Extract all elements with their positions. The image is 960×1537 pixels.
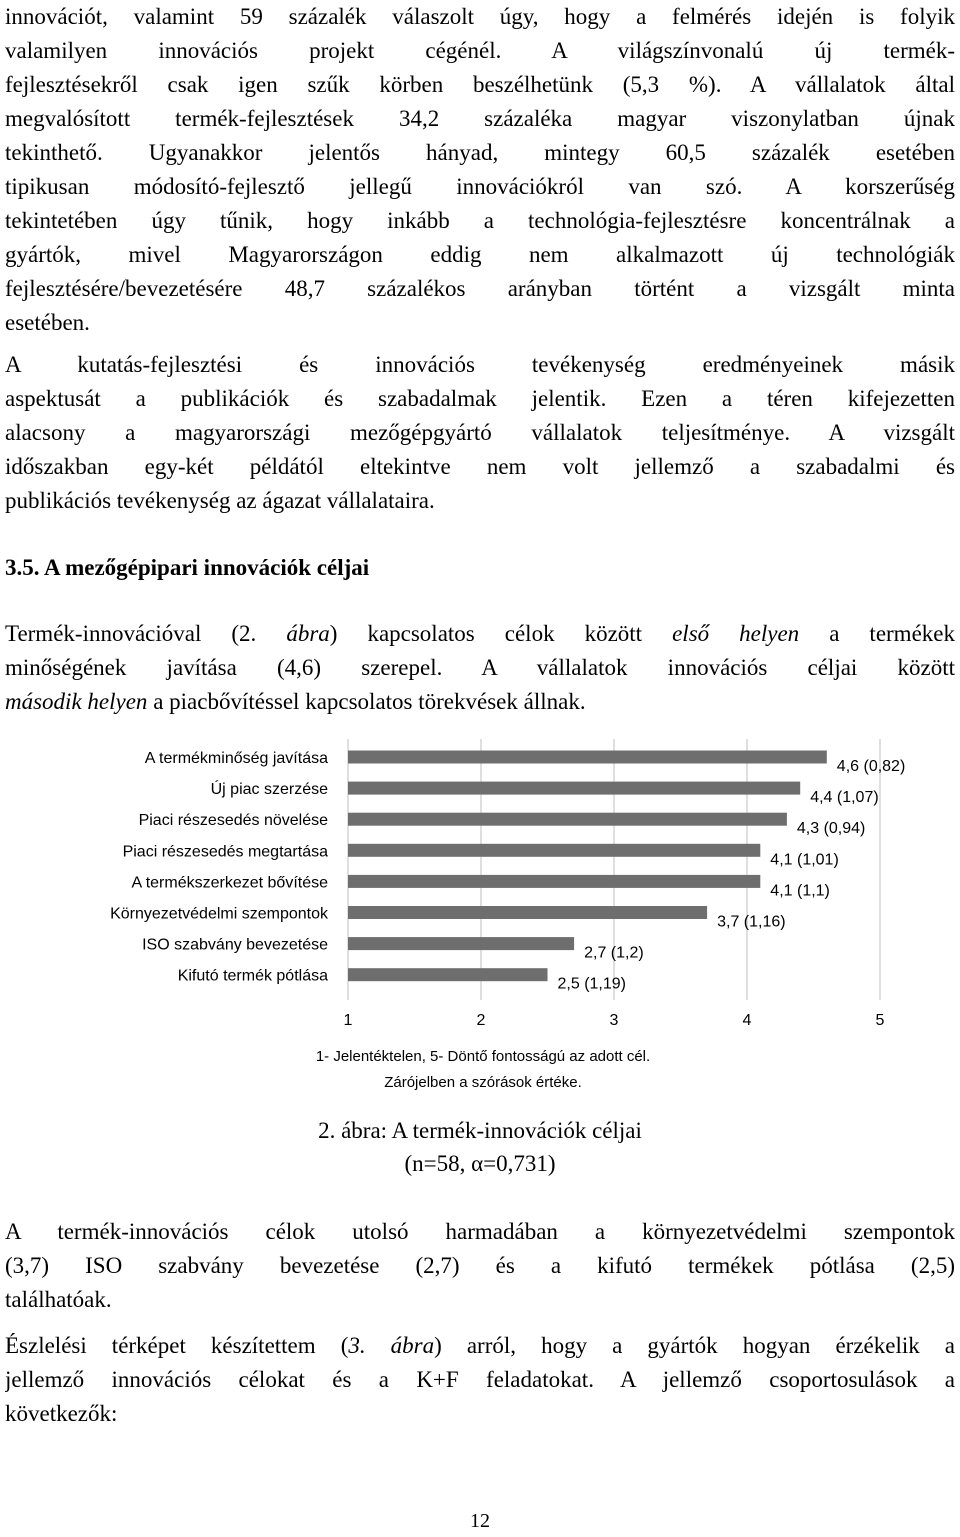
text-run: Észlelési térképet készítettem ( (5, 1333, 349, 1358)
text-line: A kutatás-fejlesztési és innovációs tevékenység eredményeinek másik (5, 352, 955, 377)
caption-title: 2. ábra: A termék-innovációk céljai (318, 1118, 642, 1143)
paragraph-goals-intro (5, 617, 955, 719)
text-run: a termékek (799, 621, 955, 646)
category-label: ISO szabvány bevezetése (142, 936, 328, 954)
text-line (5, 1329, 955, 1363)
category-label: Piaci részesedés növelése (138, 812, 328, 830)
text-run: Termék-innovációval (2. (5, 621, 287, 646)
data-label: 4,3 (0,94) (796, 820, 866, 838)
tick-label: 3 (609, 1012, 619, 1029)
figure-caption (0, 1114, 960, 1180)
data-label: 4,1 (1,1) (770, 882, 830, 900)
bar (348, 813, 787, 826)
paragraph-perception-map (5, 1329, 955, 1431)
section-heading: 3.5. A mezőgépipari innovációk céljai (5, 555, 370, 580)
text-run: a piacbővítéssel kapcsolatos törekvések állnak. (147, 689, 586, 714)
text-line (5, 617, 955, 651)
tick-label: 1 (343, 1012, 353, 1029)
bar (348, 968, 548, 981)
bar (348, 782, 800, 795)
data-label: 2,5 (1,19) (557, 975, 626, 993)
text-line: gyártók, mivel Magyarországon eddig nem alkalmazott új technológiák (5, 242, 955, 267)
text-line: következők: (5, 1401, 118, 1426)
text-line: (3,7) ISO szabvány bevezetése (2,7) és a kifutó termékek pótlása (2,5) (5, 1253, 955, 1278)
bar (348, 937, 574, 950)
emphasis-text: második helyen (5, 689, 148, 714)
text-line: találhatóak. (5, 1287, 112, 1312)
chart-note: 1- Jelentéktelen, 5- Döntő fontosságú az adott cél. (315, 1048, 651, 1065)
bar (348, 751, 827, 764)
chart-svg (0, 735, 960, 1095)
text-run: ) kapcsolatos célok között (329, 621, 673, 646)
text-line: valamilyen innovációs projekt cégénél. A világszínvonalú új termék- (5, 38, 955, 63)
text-line: publikációs tevékenység az ágazat vállalataira. (5, 488, 435, 513)
data-label: 4,6 (0,82) (836, 758, 906, 775)
text-line: innovációt, valamint 59 százalék válaszolt úgy, hogy a felmérés idején is folyik (5, 4, 955, 29)
bar (348, 906, 707, 919)
category-label: A termékminőség javítása (144, 750, 328, 767)
category-label: A termékszerkezet bővítése (131, 874, 328, 892)
text-line (5, 685, 955, 719)
data-label: 4,1 (1,01) (770, 851, 839, 869)
tick-label: 5 (875, 1012, 885, 1029)
text-line: tekinthető. Ugyanakkor jelentős hányad, mintegy 60,5 százalék esetében (5, 140, 955, 165)
text-line: jellemző innovációs célokat és a K+F feladatokat. A jellemző csoportosulások a (5, 1367, 955, 1392)
paragraph-last-third (5, 1215, 955, 1317)
tick-label: 2 (476, 1012, 486, 1029)
category-label: Környezetvédelmi szempontok (110, 905, 328, 923)
text-line: minőségének javítása (4,6) szerepel. A vállalatok innovációs céljai között (5, 655, 955, 680)
text-line: alacsony a magyarországi mezőgépgyártó vállalatok teljesítménye. A vizsgált (5, 420, 955, 445)
text-line: időszakban egy-két példától eltekintve nem volt jellemző a szabadalmi és (5, 454, 955, 479)
page-number: 12 (470, 1510, 490, 1532)
data-label: 4,4 (1,07) (810, 789, 879, 807)
chart-note: Zárójelben a szórások értéke. (384, 1074, 582, 1091)
text-line: esetében. (5, 310, 90, 335)
bar (348, 844, 760, 857)
paragraph-publications (5, 348, 955, 518)
data-label: 3,7 (1,16) (717, 913, 786, 931)
caption-stats: (n=58, α=0,731) (404, 1151, 556, 1176)
tick-label: 4 (742, 1012, 752, 1029)
figure-reference: 3. ábra (348, 1333, 435, 1358)
category-label: Kifutó termék pótlása (177, 967, 328, 985)
bar-chart (0, 735, 960, 1095)
text-line: tekintetében úgy tűnik, hogy inkább a technológia-fejlesztésre koncentrálnak a (5, 208, 955, 233)
text-line: A termék-innovációs célok utolsó harmadában a környezetvédelmi szempontok (5, 1219, 955, 1244)
emphasis-text: első helyen (672, 621, 800, 646)
text-line: tipikusan módosító-fejlesztő jellegű innovációkról van szó. A korszerűség (5, 174, 955, 199)
paragraph-innovation-results (5, 0, 955, 340)
figure-reference: ábra (286, 621, 330, 646)
text-line: fejlesztésekről csak igen szűk körben beszélhetünk (5,3 %). A vállalatok által (5, 72, 955, 97)
category-label: Új piac szerzése (210, 781, 328, 799)
data-label: 2,7 (1,2) (584, 944, 644, 962)
text-line: aspektusát a publikációk és szabadalmak jelentik. Ezen a téren kifejezetten (5, 386, 955, 411)
bar (348, 875, 760, 888)
text-run: ) arról, hogy a gyártók hogyan érzékelik a (434, 1333, 955, 1358)
category-label: Piaci részesedés megtartása (122, 843, 328, 861)
text-line: megvalósított termék-fejlesztések 34,2 százaléka magyar viszonylatban újnak (5, 106, 955, 131)
text-line: fejlesztésére/bevezetésére 48,7 százalékos arányban történt a vizsgált minta (5, 276, 955, 301)
